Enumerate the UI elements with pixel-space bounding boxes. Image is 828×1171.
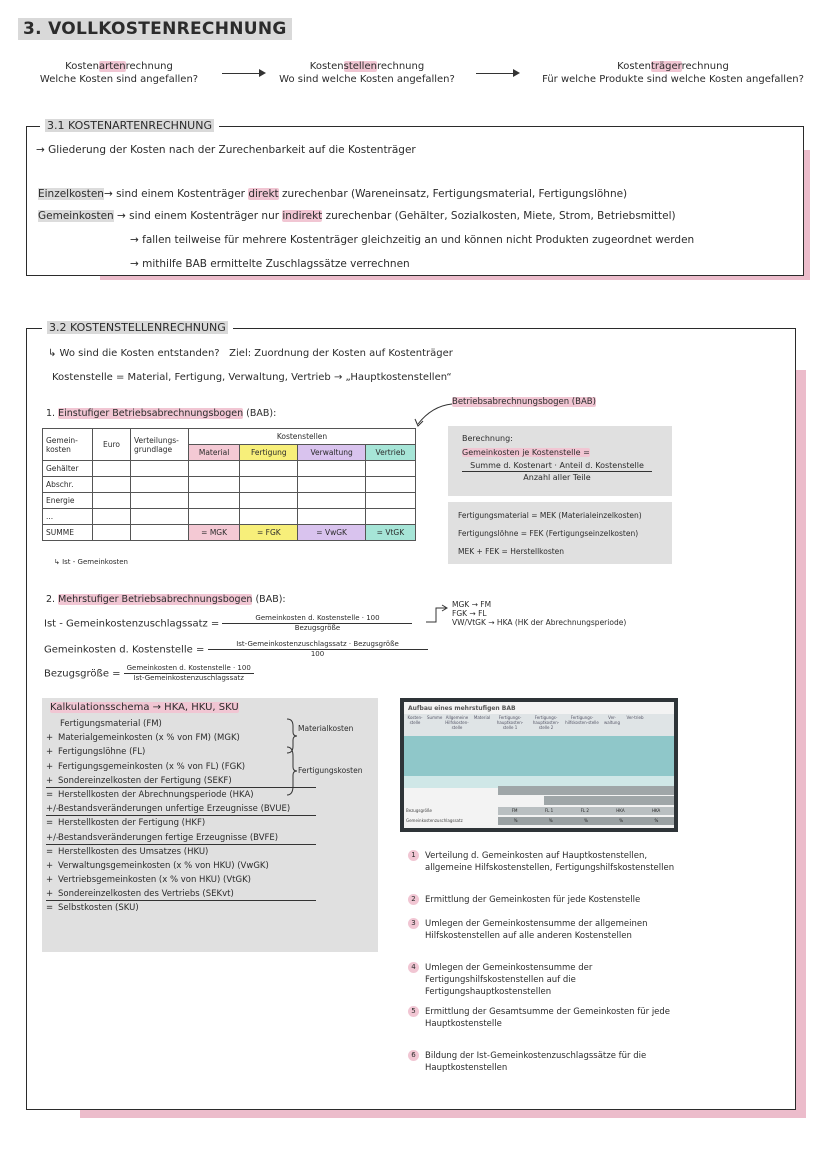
bab2-heading (46, 594, 286, 605)
photo-cell: % (619, 818, 624, 823)
step-item (408, 1006, 695, 1030)
flow-head-c: rechnung (681, 61, 729, 72)
berechnung-box (448, 426, 672, 496)
kalk-row (46, 845, 316, 859)
kalk-operator: = (46, 818, 54, 829)
th-euro: Euro (93, 429, 131, 461)
kalk-text: Selbstkosten (SKU) (58, 903, 139, 914)
s31-gk-line3: → mithilfe BAB ermittelte Zuschlagssätze verrechnen (130, 258, 410, 270)
bab1-heading (46, 408, 276, 419)
photo-cell: FL 1 (544, 808, 554, 813)
kalk-operator: + (46, 733, 54, 744)
brace-icon (286, 746, 298, 796)
photo-cell: % (654, 818, 659, 823)
flow-head-b: arten (98, 61, 126, 72)
photo-zuschlag-row (498, 817, 674, 825)
indirekt-highlight: indirekt (282, 210, 323, 222)
photo-cell: % (513, 818, 518, 823)
kalk-text: Materialgemeinkosten (x % von FM) (MGK) (58, 733, 240, 744)
kalk-row (46, 859, 316, 873)
kalk-text: Bestandsveränderungen unfertige Erzeugnisse (BVUE) (58, 804, 291, 815)
photo-col-header: Summe (427, 715, 443, 720)
kalk-operator: + (46, 860, 54, 871)
formula-den: 100 (310, 650, 325, 658)
kalk-text: Sondereinzelkosten des Vertriebs (SEKvt) (58, 889, 234, 900)
ist-note: ↳ Ist - Gemeinkosten (54, 558, 128, 566)
flow-head-a: Kosten (65, 61, 99, 72)
photo-cell: HKA (651, 808, 661, 813)
brace-material: Materialkosten (298, 724, 354, 733)
sum-vwgk: = VwGK (298, 525, 365, 541)
step-text: Bildung der Ist-Gemeinkostenzuschlagssätze für die Hauptkostenstellen (425, 1051, 647, 1073)
photo-col-header: Fertigungs-hauptkosten-stelle 2 (532, 715, 560, 730)
th-verteilung: Verteilungs-grundlage (131, 429, 189, 461)
s32-line1 (48, 348, 453, 359)
map-arrow-icon (424, 604, 450, 626)
kalk-operator: +/- (46, 804, 60, 815)
def-line: Fertigungslöhne = FEK (Fertigungseinzelkosten) (458, 529, 639, 538)
step-number: 6 (408, 1050, 419, 1061)
flow-kostenstellen (262, 60, 472, 86)
flow-head-a: Kosten (309, 61, 344, 72)
step-item (408, 850, 695, 874)
photo-zuschlag-label: Gemeinkostenzuschlagssatz (406, 818, 463, 823)
step-item (408, 918, 695, 942)
flow-question: Wo sind welche Kosten angefallen? (279, 74, 455, 85)
kalk-operator: + (46, 747, 54, 758)
kalk-row (46, 887, 316, 901)
kalk-text: Herstellkosten des Umsatzes (HKU) (58, 846, 209, 857)
formula-label: Gemeinkosten d. Kostenstelle = (44, 644, 205, 656)
formula-num: Gemeinkosten d. Kostenstelle · 100 (124, 664, 254, 674)
section-title: 3.2 KOSTENSTELLENRECHNUNG (42, 321, 233, 334)
bab-callout: Betriebsabrechnungsbogen (BAB) (452, 397, 596, 407)
formula-zuschlagssatz (44, 614, 412, 633)
kalk-row (46, 745, 316, 759)
text: 2. (46, 594, 56, 605)
s31-einzelkosten (38, 188, 627, 200)
kalk-row (46, 831, 316, 845)
page-title: 3. VOLLKOSTENRECHNUNG (18, 18, 292, 40)
th-gemeinkosten: Gemein-kosten (43, 429, 93, 461)
text: zurechenbar (Wareneinsatz, Fertigungsmaterial, Fertigungslöhne) (278, 188, 628, 200)
photo-col-header: Kosten-stelle (407, 715, 423, 725)
kalk-row (46, 816, 316, 830)
section-title: 3.1 KOSTENARTENRECHNUNG (40, 119, 219, 132)
text: Ist - Gemeinkosten (62, 558, 128, 566)
step-item (408, 1050, 695, 1074)
kst-mapping (452, 600, 626, 627)
th-verwaltung: Verwaltung (298, 445, 365, 461)
row-label: Abschr. (43, 477, 93, 493)
def-line: Fertigungsmaterial = MEK (Materialeinzelkosten) (458, 511, 642, 520)
formula-label: Ist - Gemeinkostenzuschlagssatz = (44, 618, 220, 630)
kalk-operator: = (46, 846, 54, 857)
map-line: VW/VtGK → HKA (HK der Abrechnungsperiode) (452, 618, 627, 627)
kalk-row (46, 731, 316, 745)
kalk-text: Fertigungslöhne (FL) (58, 747, 146, 758)
sum-vtgk: = VtGK (365, 525, 415, 541)
formula-gemeinkosten (44, 640, 428, 659)
row-label: Gehälter (43, 461, 93, 477)
step-text: Ermittlung der Gemeinkosten für jede Kostenstelle (425, 895, 641, 905)
step-number: 1 (408, 850, 419, 861)
table-row (43, 493, 416, 509)
row-label: SUMME (43, 525, 93, 541)
kalk-row (46, 774, 316, 788)
formula-label: Bezugsgröße = (44, 668, 121, 680)
text: ↳ Wo sind die Kosten entstanden? (48, 348, 220, 359)
formula-den: Bezugsgröße (294, 624, 341, 632)
bab-table (42, 428, 416, 541)
photo-bezug-row (498, 807, 674, 815)
th-material: Material (189, 445, 240, 461)
photo-col-header: Ver-waltung (603, 715, 620, 725)
direkt-highlight: direkt (248, 188, 279, 200)
kalk-row (46, 901, 316, 915)
photo-cell: % (584, 818, 588, 823)
kalk-text: Fertigungsmaterial (FM) (60, 719, 162, 729)
kalk-row (46, 760, 316, 774)
kalk-operator: = (46, 903, 54, 914)
flow-kostenarten (24, 60, 214, 86)
photo-gray-row (544, 796, 674, 805)
calc-title: Berechnung: (462, 434, 513, 443)
step-number: 3 (408, 918, 419, 929)
flow-kostentraeger (524, 60, 822, 86)
flow-head-c: rechnung (125, 61, 173, 72)
flow-arrow-line (222, 73, 260, 74)
sum-fgk: = FGK (240, 525, 298, 541)
th-kostenstellen: Kostenstellen (189, 429, 416, 445)
kalk-operator: + (46, 761, 54, 772)
step-number: 2 (408, 894, 419, 905)
step-number: 5 (408, 1006, 419, 1017)
s31-gemeinkosten (38, 210, 676, 222)
kalk-text: Verwaltungsgemeinkosten (x % von HKU) (VwGK) (58, 860, 269, 871)
bab-photo (400, 698, 678, 832)
brace-fertigung: Fertigungskosten (298, 766, 363, 775)
step-text: Ermittlung der Gesamtsumme der Gemeinkosten für jede Hauptkostenstelle (425, 1007, 671, 1029)
photo-col-header: Ver-trieb (626, 715, 644, 720)
formula-num: Gemeinkosten d. Kostenstelle · 100 (222, 614, 412, 624)
photo-bezug-label: Bezugsgröße (406, 808, 432, 813)
th-fertigung: Fertigung (240, 445, 298, 461)
text: (BAB): (246, 408, 277, 419)
photo-cell: FL 2 (580, 808, 589, 813)
kalk-operator: +/- (46, 832, 60, 843)
photo-cell: HKA (616, 808, 625, 813)
kalk-operator: + (46, 889, 54, 900)
kalk-row (46, 873, 316, 887)
flow-head-b: träger (650, 61, 682, 72)
s31-gk-line2: → fallen teilweise für mehrere Kostenträger gleichzeitig an und können nicht Produkten zugeordnet werden (130, 234, 695, 246)
s31-line1: → Gliederung der Kosten nach der Zurechenbarkeit auf die Kostenträger (36, 144, 416, 156)
kalk-row (46, 788, 316, 802)
kalk-operator: + (46, 775, 54, 786)
text: Ziel: Zuordnung der Kosten auf Kostenträger (229, 348, 453, 359)
kalk-text: Sondereinzelkosten der Fertigung (SEKF) (58, 775, 232, 786)
table-row (43, 477, 416, 493)
calc-formula-head: Gemeinkosten je Kostenstelle = (462, 448, 590, 457)
row-label: Energie (43, 493, 93, 509)
text: → sind einem Kostenträger nur (117, 210, 283, 222)
row-label: ... (43, 509, 93, 525)
kalk-text: Fertigungsgemeinkosten (x % von FL) (FGK) (58, 761, 246, 772)
photo-header (404, 714, 674, 736)
photo-col-header: Fertigungs-hilfskosten-stelle (565, 715, 599, 725)
text: zurechenbar (Gehälter, Sozialkosten, Miete, Strom, Betriebsmittel) (322, 210, 676, 222)
th-vertrieb: Vertrieb (365, 445, 415, 461)
text: 1. (46, 408, 56, 419)
step-item (408, 894, 695, 906)
photo-col-header: Material (473, 715, 491, 720)
step-text: Umlegen der Gemeinkostensumme der allgemeinen Hilfskostenstellen auf alle anderen Kostenstellen (425, 919, 648, 941)
kalk-row (46, 717, 316, 731)
map-line: FGK → FL (452, 609, 487, 618)
einzelkosten-label: Einzelkosten (38, 188, 104, 200)
kalk-text: Herstellkosten der Fertigung (HKF) (58, 818, 206, 829)
calc-numerator: Summe d. Kostenart · Anteil d. Kostenstelle (462, 460, 652, 472)
kalk-operator: = (46, 789, 54, 800)
formula-den: Ist-Gemeinkostenzuschlagssatz (133, 674, 244, 682)
kalk-list (46, 717, 316, 916)
flow-question: Welche Kosten sind angefallen? (39, 74, 199, 85)
step-text: Umlegen der Gemeinkostensumme der Fertigungshilfskostenstellen auf die Fertigungshauptkostenstellen (425, 963, 593, 997)
photo-col-header: Allgemeine Hilfskosten-stelle (445, 715, 469, 730)
s32-line2: Kostenstelle = Material, Fertigung, Verwaltung, Vertrieb → „Hauptkostenstellen“ (52, 372, 452, 383)
flow-arrow-line (476, 73, 514, 74)
step-number: 4 (408, 962, 419, 973)
kalk-row (46, 802, 316, 816)
sum-mgk: = MGK (189, 525, 240, 541)
photo-cell: % (548, 818, 553, 823)
kalk-title: Kalkulationsschema → HKA, HKU, SKU (50, 702, 239, 713)
photo-teal-band (404, 736, 674, 776)
step-text: Verteilung d. Gemeinkosten auf Hauptkostenstellen, allgemeine Hilfskostenstellen, Fertigungshilfskostenstellen (425, 851, 675, 873)
table-row (43, 461, 416, 477)
bab2-title: Mehrstufiger Betriebsabrechnungsbogen (58, 594, 253, 605)
kalk-text: Bestandsveränderungen fertige Erzeugnisse (BVFE) (58, 832, 279, 843)
flow-arrow-icon (513, 69, 520, 77)
formula-num: Ist-Gemeinkostenzuschlagssatz · Bezugsgröße (208, 640, 428, 650)
table-row-sum (43, 525, 416, 541)
photo-title: Aufbau eines mehrstufigen BAB (408, 705, 516, 712)
definitions-box (448, 502, 672, 564)
table-row (43, 509, 416, 525)
flow-head-b: stellen (343, 61, 377, 72)
text: → sind einem Kostenträger (103, 188, 249, 200)
map-line: MGK → FM (452, 600, 492, 609)
step-item (408, 962, 695, 998)
formula-bezugsgroesse (44, 664, 254, 683)
gemeinkosten-label: Gemeinkosten (38, 210, 114, 222)
photo-paper (404, 702, 674, 828)
kalk-text: Vertriebsgemeinkosten (x % von HKU) (VtGK) (58, 875, 251, 886)
kalk-operator: + (46, 875, 54, 886)
def-line: MEK + FEK = Herstellkosten (458, 547, 565, 556)
photo-gray-row (498, 786, 674, 795)
flow-question: Für welche Produkte sind welche Kosten angefallen? (542, 74, 804, 85)
text: (BAB): (255, 594, 286, 605)
flow-head-a: Kosten (617, 61, 651, 72)
calc-denominator: Anzahl aller Teile (523, 473, 591, 482)
bab1-title: Einstufiger Betriebsabrechnungsbogen (58, 408, 244, 419)
flow-head-c: rechnung (376, 61, 425, 72)
kalk-text: Herstellkosten der Abrechnungsperiode (HKA) (58, 789, 254, 800)
photo-cell: FM (511, 808, 518, 813)
photo-col-header: Fertigungs-hauptkosten-stelle 1 (496, 715, 524, 730)
